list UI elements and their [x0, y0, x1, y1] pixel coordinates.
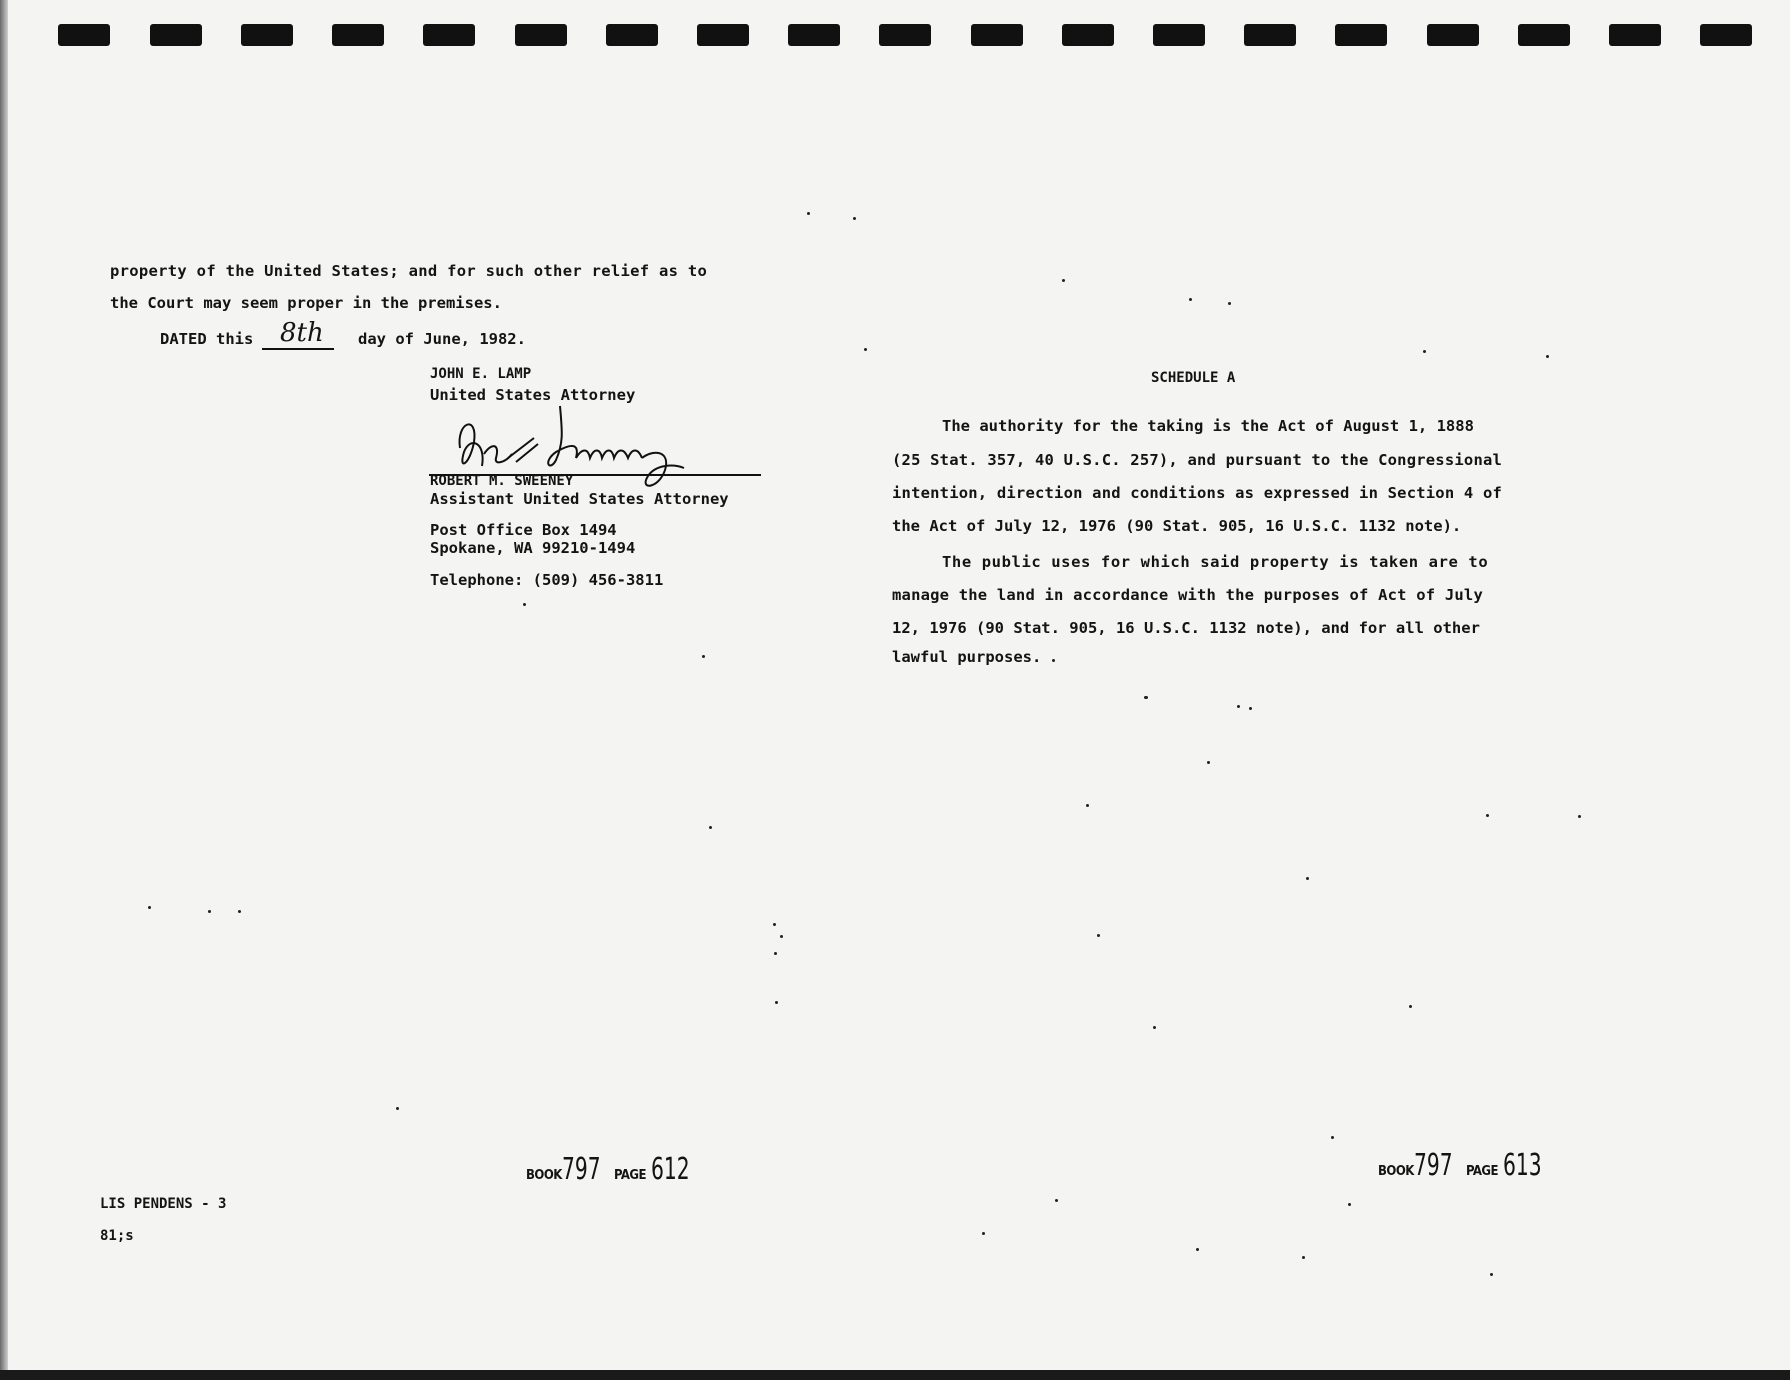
perforation-hole: [1700, 24, 1752, 46]
scan-speck: [1196, 1248, 1199, 1251]
perforation-hole: [1335, 24, 1387, 46]
scan-speck: [853, 217, 856, 220]
perforation-hole: [1427, 24, 1479, 46]
scan-speck: [238, 910, 241, 913]
scan-speck: [775, 1001, 778, 1004]
scan-speck: [1055, 1199, 1058, 1202]
perforation-hole: [332, 24, 384, 46]
para1-line-4: the Act of July 12, 1976 (90 Stat. 905, 16 U.S.C. 1132 note).: [892, 517, 1462, 535]
right-page-number: 613: [1502, 1148, 1542, 1183]
scan-speck: [208, 910, 211, 913]
scan-speck: [807, 212, 810, 215]
scan-speck: [864, 348, 867, 351]
perforation-hole: [1244, 24, 1296, 46]
scan-speck: [1144, 696, 1147, 699]
signer-title: Assistant United States Attorney: [430, 490, 729, 508]
signer-name: ROBERT M. SWEENEY: [430, 473, 574, 489]
scan-speck: [773, 923, 776, 926]
telephone: Telephone: (509) 456-3811: [430, 571, 664, 589]
scan-speck: [1189, 298, 1192, 301]
left-book-number: 797: [561, 1152, 601, 1187]
para1-line-1: The authority for the taking is the Act of August 1, 1888: [942, 417, 1474, 435]
perforation-hole: [971, 24, 1023, 46]
right-page-prefix: PAGE: [1465, 1164, 1498, 1179]
scan-speck: [1237, 705, 1240, 708]
address-line-1: Post Office Box 1494: [430, 521, 617, 539]
perforation-hole: [606, 24, 658, 46]
perforation-hole: [788, 24, 840, 46]
scan-speck: [1097, 934, 1100, 937]
attorney-title: United States Attorney: [430, 386, 636, 404]
scan-speck: [1145, 696, 1148, 699]
para2-line-3: 12, 1976 (90 Stat. 905, 16 U.S.C. 1132 note), and for all other: [892, 619, 1480, 637]
scan-speck: [1486, 814, 1489, 817]
para1-line-2: (25 Stat. 357, 40 U.S.C. 257), and pursuant to the Congressional: [892, 451, 1503, 469]
dated-suffix: day of June, 1982.: [358, 330, 526, 348]
footer-code: 81;s: [100, 1228, 134, 1244]
perforation-hole: [515, 24, 567, 46]
scan-left-edge: [0, 0, 8, 1380]
scan-speck: [1306, 877, 1309, 880]
scan-speck: [774, 952, 777, 955]
para1-line-3: intention, direction and conditions as expressed in Section 4 of: [892, 484, 1503, 502]
scan-speck: [1228, 302, 1231, 305]
right-book-prefix: BOOK: [1378, 1164, 1414, 1179]
perforation-hole: [1062, 24, 1114, 46]
scan-speck: [1052, 659, 1055, 662]
para2-line-1: The public uses for which said property is taken are to: [942, 553, 1489, 571]
scan-speck: [1578, 815, 1581, 818]
scan-speck: [1302, 1256, 1305, 1259]
footer-label: LIS PENDENS - 3: [100, 1196, 227, 1212]
dated-day-handwritten: 8th: [262, 320, 334, 350]
address-line-2: Spokane, WA 99210-1494: [430, 539, 636, 557]
left-page-number: 612: [650, 1152, 690, 1187]
left-body-line-2: the Court may seem proper in the premises.: [110, 294, 502, 312]
scan-bottom-edge: [0, 1370, 1790, 1380]
scan-speck: [148, 906, 151, 909]
scan-speck: [396, 1107, 399, 1110]
perforation-hole: [1153, 24, 1205, 46]
scan-speck: [982, 1232, 985, 1235]
schedule-heading: SCHEDULE A: [1151, 370, 1236, 386]
scan-speck: [1409, 1005, 1412, 1008]
perforation-hole: [241, 24, 293, 46]
attorney-name: JOHN E. LAMP: [430, 366, 532, 382]
scan-speck: [1086, 804, 1089, 807]
scan-speck: [523, 603, 526, 606]
scan-speck: [1490, 1273, 1493, 1276]
perforation-hole: [150, 24, 202, 46]
right-book-page-stamp: [1378, 1148, 1554, 1183]
perforation-hole: [58, 24, 110, 46]
scan-speck: [1331, 1136, 1334, 1139]
para2-line-2: manage the land in accordance with the purposes of Act of July: [892, 586, 1483, 604]
scan-speck: [702, 655, 705, 658]
scan-speck: [1207, 761, 1210, 764]
perforation-hole: [1518, 24, 1570, 46]
scan-speck: [709, 826, 712, 829]
scan-speck: [1348, 1203, 1351, 1206]
dated-prefix: DATED this: [160, 330, 254, 348]
perforation-hole: [423, 24, 475, 46]
scan-speck: [1423, 350, 1426, 353]
right-book-number: 797: [1413, 1148, 1453, 1183]
left-body-line-1: property of the United States; and for such other relief as to: [110, 262, 708, 280]
left-page-prefix: PAGE: [613, 1168, 646, 1183]
left-book-page-stamp: [526, 1152, 702, 1187]
left-book-prefix: BOOK: [526, 1168, 562, 1183]
para2-line-4: lawful purposes.: [892, 648, 1042, 666]
scan-speck: [1249, 707, 1252, 710]
perforation-hole: [1609, 24, 1661, 46]
perforation-strip: [0, 0, 1790, 60]
scan-speck: [1062, 279, 1065, 282]
scan-speck: [1546, 355, 1549, 358]
scan-speck: [1153, 1026, 1156, 1029]
perforation-hole: [697, 24, 749, 46]
perforation-hole: [879, 24, 931, 46]
scan-speck: [780, 935, 783, 938]
